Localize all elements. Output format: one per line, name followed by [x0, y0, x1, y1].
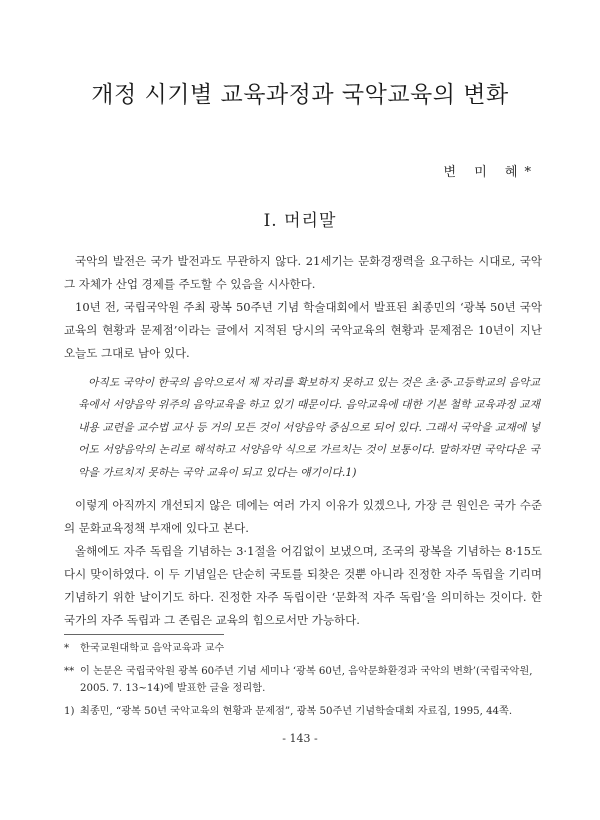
- footnote-text: 최종민, “광복 50년 국악교육의 현황과 문제점”, 광복 50주년 기념학술대회 자료집, 1995, 44쪽.: [80, 706, 513, 717]
- author-name: 변 미 혜*: [443, 165, 538, 180]
- footnotes: [64, 640, 542, 726]
- footnote-item: [64, 703, 542, 720]
- body-text-top: [64, 250, 542, 365]
- page-number: - 143 -: [282, 732, 318, 745]
- paragraph: 10년 전, 국립국악원 주최 광복 50주년 기념 학술대회에서 발표된 최종민의 ‘광복 50년 국악교육의 현황과 문제점’이라는 글에서 지적된 당시의 국악교육의 현황과 문제점은 10년이 지난 오늘도 그대로 남아 있다.: [64, 300, 542, 360]
- footnote-mark: *: [64, 643, 70, 654]
- section-heading: Ⅰ. 머리말: [263, 211, 337, 231]
- paragraph: 국악의 발전은 국가 발전과도 무관하지 않다. 21세기는 문화경쟁력을 요구하는 시대로, 국악 그 자체가 산업 경제를 주도할 수 있음을 시사한다.: [64, 254, 542, 291]
- block-quote: [78, 372, 540, 484]
- paragraph: 이렇게 아직까지 개선되지 않은 데에는 여러 가지 이유가 있겠으나, 가장 큰 원인은 국가 수준의 문화교육정책 부재에 있다고 본다.: [64, 498, 542, 535]
- footnote-mark: **: [64, 666, 75, 677]
- footnote-item: [64, 663, 542, 697]
- footnote-divider: [64, 634, 224, 635]
- footnote-text: 이 논문은 국립국악원 광복 60주년 기념 세미나 ‘광복 60년, 음악문화환경과 국악의 변화’(국립국악원, 2005. 7. 13~14)에 발표한 글을 정리함.: [80, 666, 533, 694]
- footnote-mark: 1): [64, 706, 75, 717]
- paragraph: 올해에도 자주 독립을 기념하는 3·1절을 어김없이 보냈으며, 조국의 광복을 기념하는 8·15도 다시 맞이하였다. 이 두 기념일은 단순히 국토를 되찾은 것뿐 아니라 진정한 자주 독립을 기리며 기념하기 위한 날이기도 하다. 진정한 자주 독립이란 ‘문화적 자주 독립’을 의미하는 것이다. 한 국가의 자주 독립과 그 존립은 교육의 힘으로서만 가능하다.: [64, 544, 542, 627]
- footnote-text: 한국교원대학교 음악교육과 교수: [80, 643, 225, 654]
- footnote-item: [64, 640, 542, 657]
- body-text-bottom: [64, 494, 542, 632]
- paper-title: 개정 시기별 교육과정과 국악교육의 변화: [91, 82, 509, 108]
- quote-text: 아직도 국악이 한국의 음악으로서 제 자리를 확보하지 못하고 있는 것은 초·중·고등학교의 음악교육에서 서양음악 위주의 음악교육을 하고 있기 때문이다. 음악교육에 대한 기본 철학 교육과정 교재 내용 교련을 교수법 교사 등 거의 모든 것이 서양음악 중심으로 되어 있다. 그래서 국악을 교재에 넣어도 서양음악의 논리로 해석하고 서양음악 식으로 가르치는 것이 보통이다. 말하자면 국악다운 국악을 가르치지 못하는 국악 교육이 되고 있다는 얘기이다.1): [78, 376, 540, 479]
